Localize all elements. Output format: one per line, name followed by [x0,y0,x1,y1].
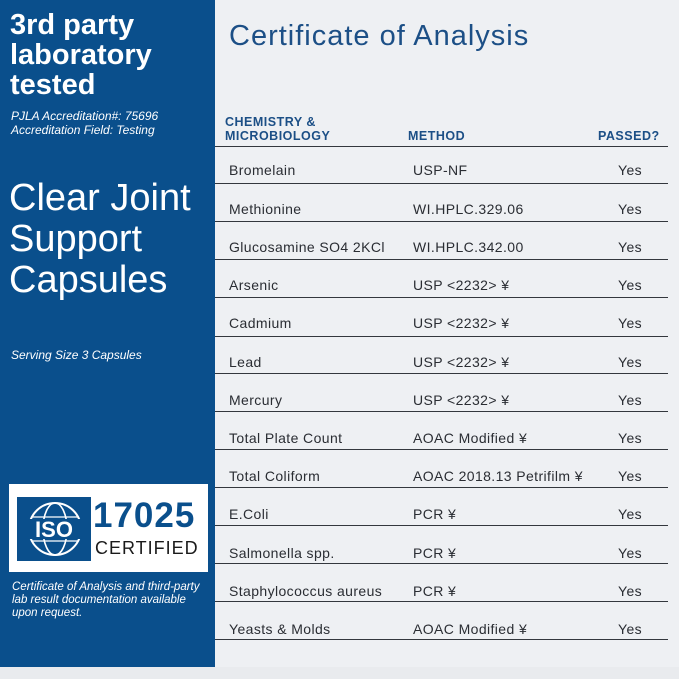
table-row [215,535,668,564]
analyte-name: Cadmium [229,315,292,331]
analyte-name: E.Coli [229,506,269,522]
row-divider [215,411,668,412]
row-divider [215,487,668,488]
page-title: Certificate of Analysis [229,20,530,52]
test-method: PCR ¥ [413,583,457,599]
passed-status: Yes [618,162,643,178]
bottom-strip [0,667,679,679]
serving-size: Serving Size 3 Capsules [11,348,142,362]
analyte-name: Staphylococcus aureus [229,583,383,599]
row-divider [215,221,668,222]
accreditation-number: PJLA Accreditation#: 75696 [11,109,159,123]
analyte-name: Salmonella spp. [229,545,335,561]
passed-status: Yes [618,392,643,408]
analysis-table [215,0,679,667]
test-method: AOAC 2018.13 Petrifilm ¥ [413,468,583,484]
row-divider [215,259,668,260]
analyte-name: Total Plate Count [229,430,343,446]
test-method: WI.HPLC.329.06 [413,201,524,217]
passed-status: Yes [618,201,643,217]
table-row [215,611,668,640]
test-method: USP <2232> ¥ [413,315,510,331]
test-method: USP <2232> ¥ [413,354,510,370]
table-row [215,420,668,450]
test-method: PCR ¥ [413,506,457,522]
product-name: Clear Joint Support Capsules [9,177,191,301]
analyte-name: Bromelain [229,162,296,178]
row-divider [215,525,668,526]
analyte-name: Mercury [229,392,283,408]
table-row [215,267,668,298]
iso-logo-icon [17,497,91,561]
table-row [215,305,668,337]
row-divider [215,449,668,450]
test-method: USP <2232> ¥ [413,277,510,293]
analyte-name: Lead [229,354,262,370]
availability-footnote: Certificate of Analysis and third-party lab result documentation available upon request. [12,581,200,619]
passed-status: Yes [618,315,643,331]
table-row [215,344,668,374]
passed-status: Yes [618,583,643,599]
row-divider [215,639,668,640]
accreditation-field: Accreditation Field: Testing [11,123,155,137]
iso-number: 17025 [93,496,196,535]
table-row [215,152,668,184]
accreditation-info [11,109,211,137]
column-header-method: METHOD [408,129,466,143]
test-method: AOAC Modified ¥ [413,430,528,446]
test-method: AOAC Modified ¥ [413,621,528,637]
passed-status: Yes [618,621,643,637]
lab-tested-heading: 3rd party laboratory tested [10,9,152,101]
row-divider [215,183,668,184]
passed-status: Yes [618,239,643,255]
table-row [215,573,668,602]
iso-certified-badge [9,484,208,572]
passed-status: Yes [618,277,643,293]
table-row [215,496,668,526]
iso-certified-label: CERTIFIED [95,538,199,558]
analyte-name: Arsenic [229,277,279,293]
test-method: USP-NF [413,162,468,178]
row-divider [215,601,668,602]
passed-status: Yes [618,354,643,370]
iso-logo-text: ISO [35,517,73,542]
row-divider [215,297,668,298]
analyte-name: Methionine [229,201,302,217]
row-divider [215,563,668,564]
passed-status: Yes [618,468,643,484]
table-row [215,458,668,488]
table-row [215,382,668,412]
test-method: WI.HPLC.342.00 [413,239,524,255]
table-row [215,191,668,222]
column-header-chemistry: CHEMISTRY & MICROBIOLOGY [225,115,331,143]
analyte-name: Glucosamine SO4 2KCl [229,239,385,255]
passed-status: Yes [618,545,643,561]
test-method: PCR ¥ [413,545,457,561]
analyte-name: Yeasts & Molds [229,621,331,637]
left-info-panel [0,0,215,667]
table-row [215,229,668,260]
header-divider [215,146,668,147]
row-divider [215,336,668,337]
passed-status: Yes [618,506,643,522]
column-header-passed: PASSED? [598,129,660,143]
test-method: USP <2232> ¥ [413,392,510,408]
analyte-name: Total Coliform [229,468,321,484]
row-divider [215,373,668,374]
passed-status: Yes [618,430,643,446]
